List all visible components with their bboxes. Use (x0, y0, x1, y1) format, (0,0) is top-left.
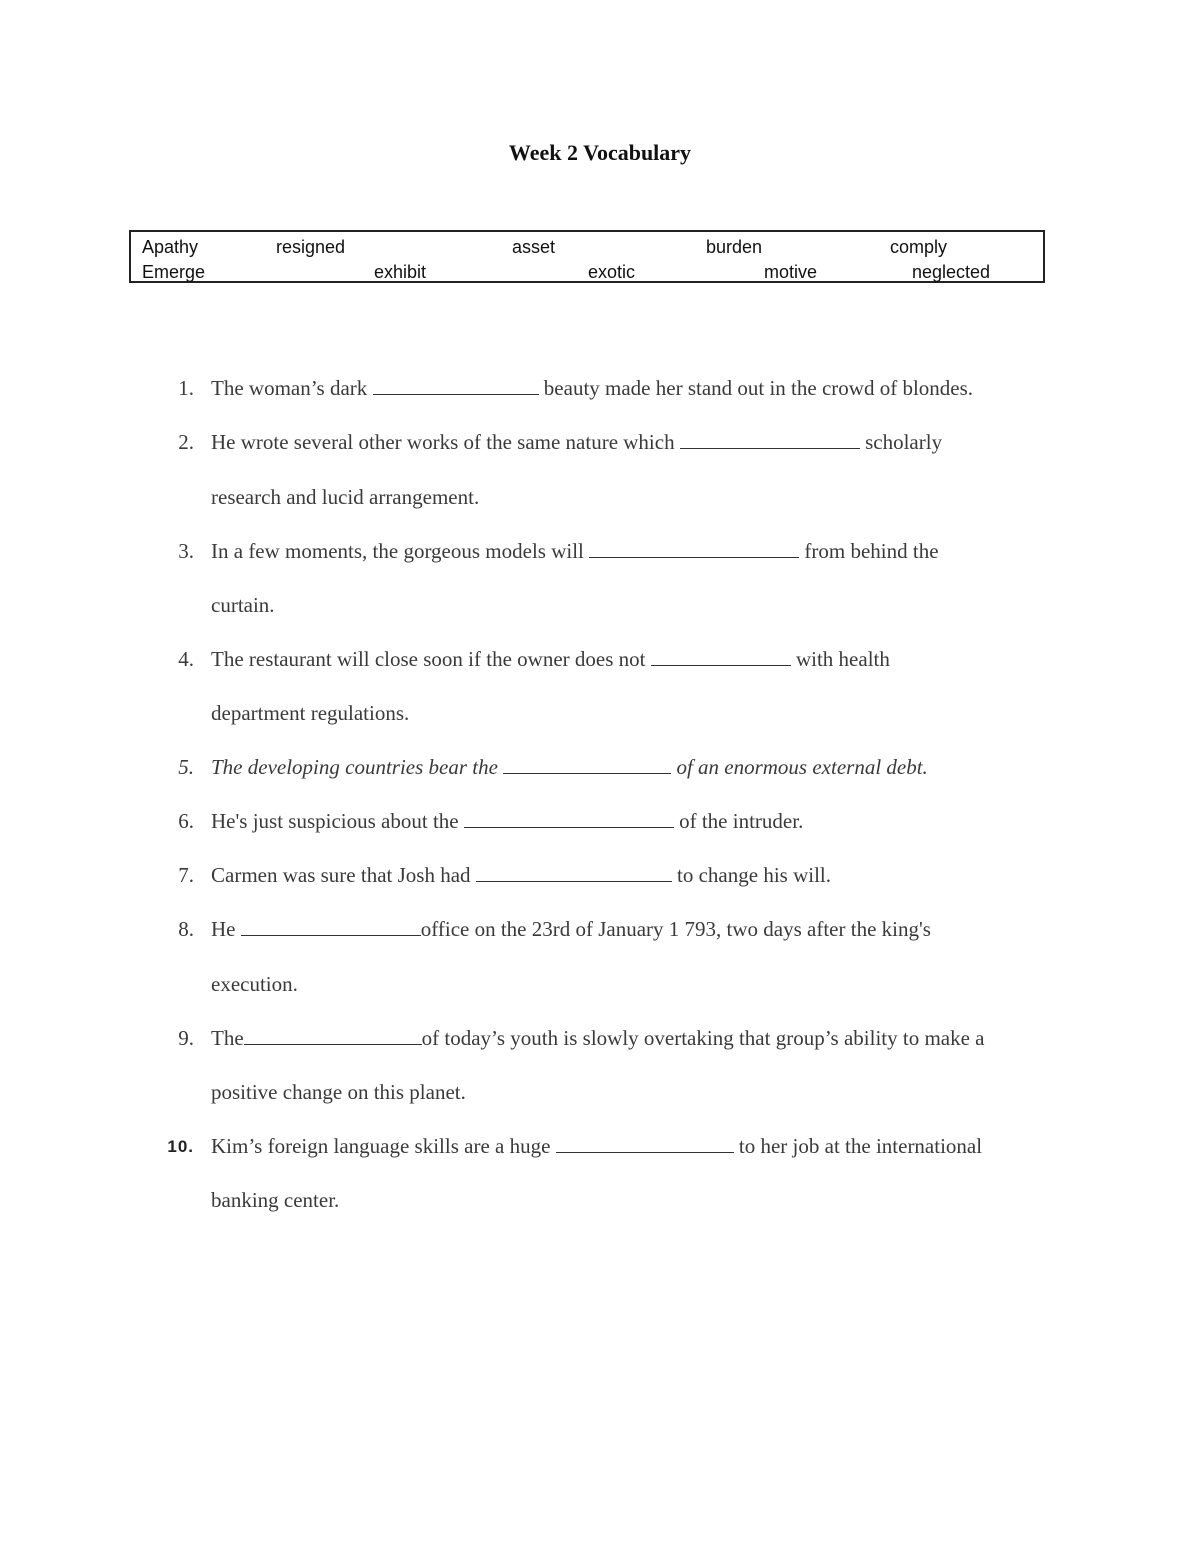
question-item (211, 1133, 982, 1159)
question-number: 1. (178, 376, 194, 400)
question-text: with health (790, 647, 890, 671)
question-item (211, 429, 942, 455)
question-text: scholarly (859, 430, 943, 454)
question-item (211, 1025, 985, 1051)
question-number: 2. (178, 430, 194, 454)
question-item (211, 646, 890, 672)
question-text: He's just suspicious about the (211, 809, 464, 833)
answer-blank[interactable] (556, 1134, 734, 1153)
answer-blank[interactable] (241, 917, 421, 936)
question-continuation: positive change on this planet. (211, 1080, 466, 1104)
question-text: In a few moments, the gorgeous models will (211, 539, 590, 563)
question-number: 9. (178, 1026, 194, 1050)
question-item (211, 538, 939, 564)
question-number: 10. (167, 1137, 194, 1156)
question-text: The developing countries bear the (211, 755, 504, 779)
question-text: The restaurant will close soon if the owner does not (211, 647, 651, 671)
answer-blank[interactable] (503, 755, 671, 774)
answer-blank[interactable] (680, 430, 860, 449)
question-text: to change his will. (671, 863, 832, 887)
question-number: 7. (178, 863, 194, 887)
word-bank-word: Emerge (142, 262, 206, 282)
answer-blank[interactable] (373, 376, 539, 395)
question-text: Carmen was sure that Josh had (211, 863, 476, 887)
question-item (211, 862, 831, 888)
question-text: The woman’s dark (211, 376, 373, 400)
page-title: Week 2 Vocabulary (508, 140, 692, 165)
question-number: 4. (178, 647, 194, 671)
word-bank-word: neglected (912, 262, 991, 282)
question-text: The (211, 1026, 244, 1050)
question-item (211, 754, 928, 780)
question-text: of today’s youth is slowly overtaking that group’s ability to make a (421, 1026, 985, 1050)
question-continuation: research and lucid arrangement. (211, 485, 480, 509)
question-text: office on the 23rd of January 1 793, two days after the king's (420, 917, 931, 941)
question-item (211, 375, 973, 401)
word-bank-word: Apathy (142, 237, 199, 257)
question-text: Kim’s foreign language skills are a huge (211, 1134, 556, 1158)
question-text: beauty made her stand out in the crowd of blondes. (538, 376, 974, 400)
question-text: of the intruder. (673, 809, 804, 833)
question-text: to her job at the international (733, 1134, 983, 1158)
question-continuation: execution. (211, 972, 298, 996)
word-bank-word: resigned (276, 237, 346, 257)
answer-blank[interactable] (589, 539, 799, 558)
question-text: He (211, 917, 241, 941)
question-continuation: curtain. (211, 593, 275, 617)
question-number: 6. (178, 809, 194, 833)
answer-blank[interactable] (244, 1026, 422, 1045)
word-bank-word: burden (706, 237, 763, 257)
question-item (211, 916, 931, 942)
question-number: 5. (178, 755, 194, 779)
word-bank-word: motive (764, 262, 818, 282)
question-item (211, 808, 803, 834)
word-bank-word: comply (890, 237, 948, 257)
question-text: from behind the (799, 539, 939, 563)
question-text: He wrote several other works of the same nature which (211, 430, 680, 454)
question-number: 3. (178, 539, 194, 563)
word-bank-word: asset (512, 237, 556, 257)
question-continuation: department regulations. (211, 701, 410, 725)
question-continuation: banking center. (211, 1188, 340, 1212)
question-number: 8. (178, 917, 194, 941)
answer-blank[interactable] (464, 809, 674, 828)
answer-blank[interactable] (476, 863, 672, 882)
question-text: of an enormous external debt. (671, 755, 928, 779)
word-bank-word: exotic (588, 262, 636, 282)
word-bank-word: exhibit (374, 262, 427, 282)
answer-blank[interactable] (651, 647, 791, 666)
